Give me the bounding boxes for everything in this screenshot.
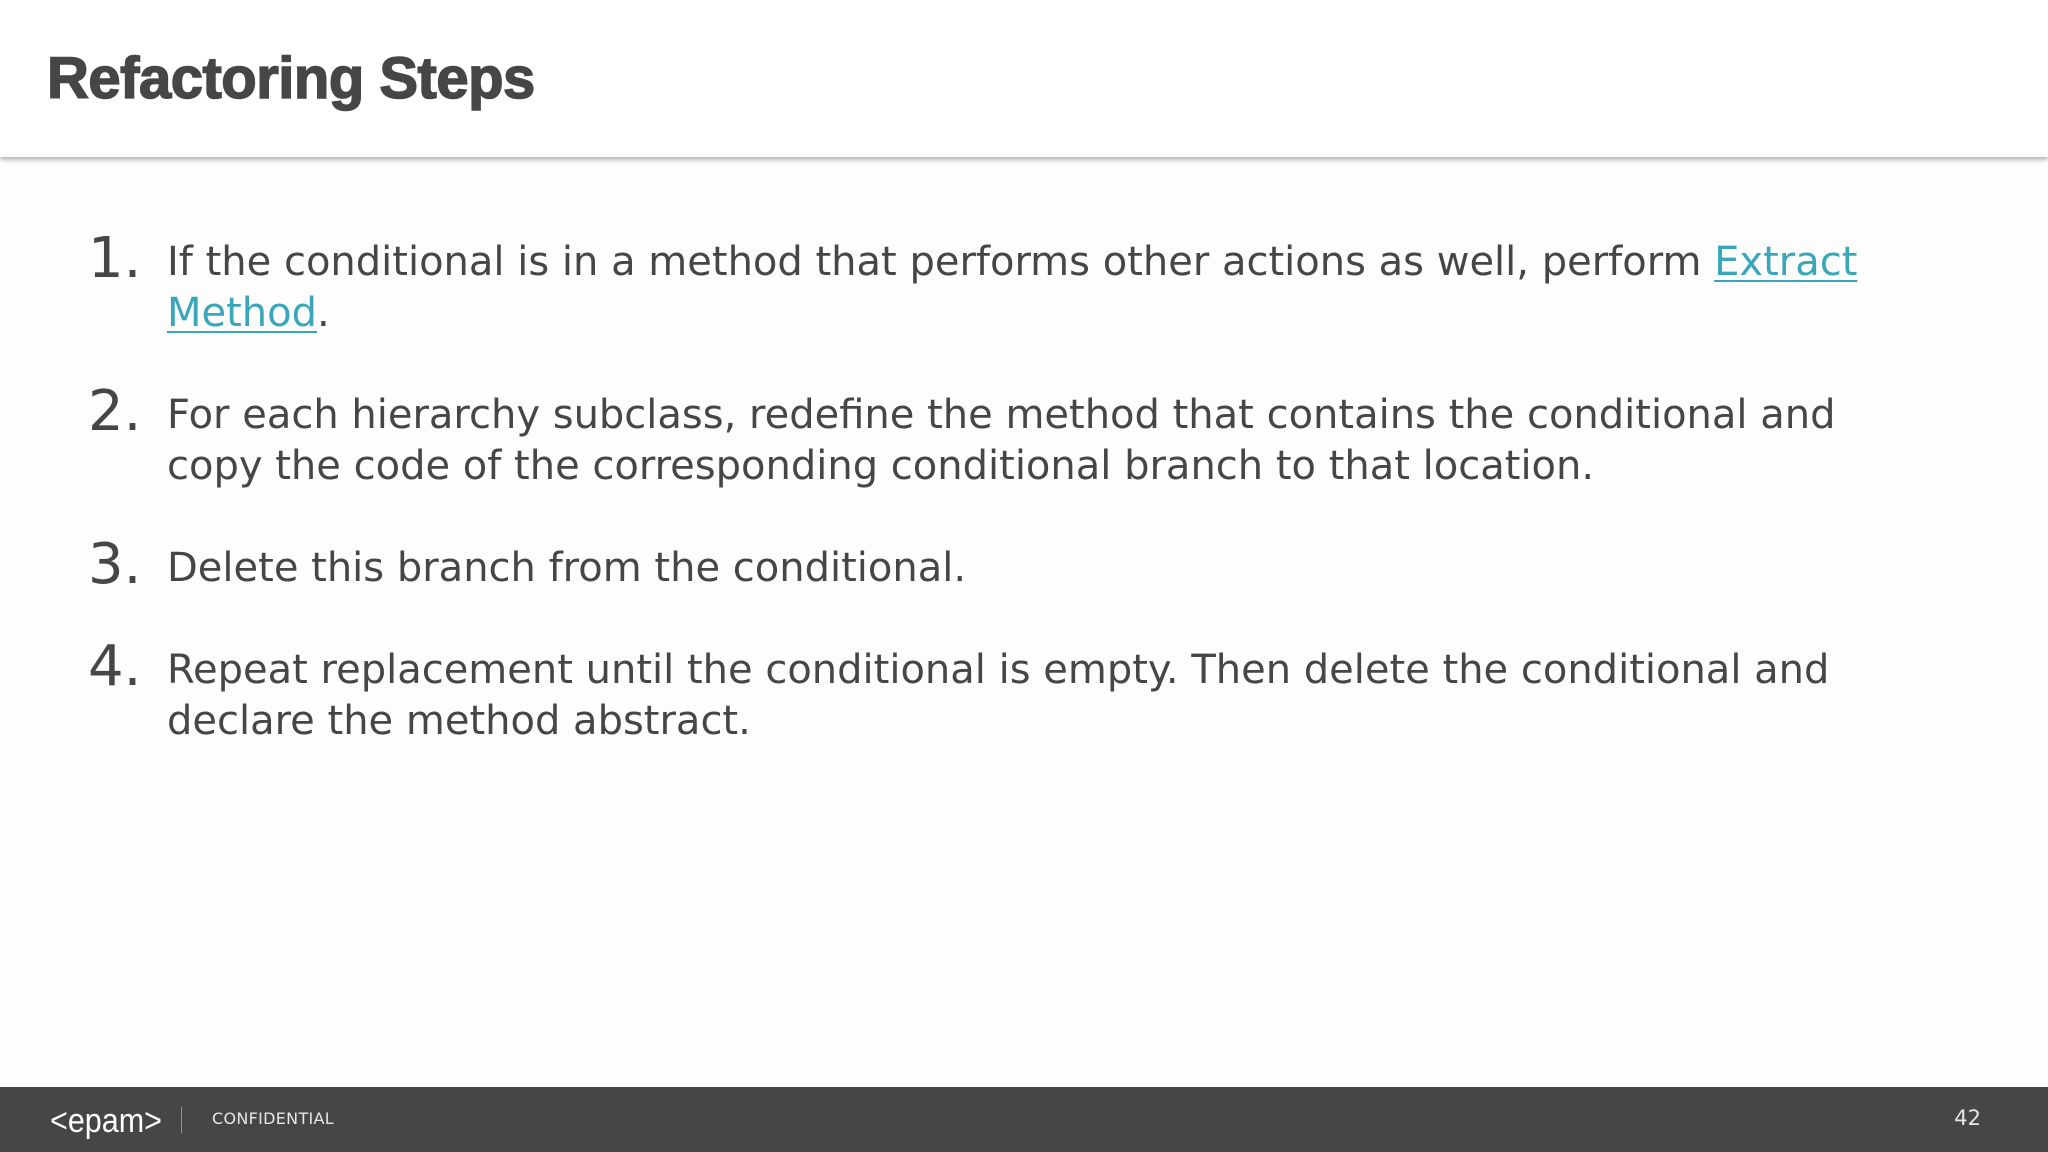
step-text: Delete this branch from the conditional. — [167, 545, 967, 591]
confidential-label: CONFIDENTIAL — [212, 1109, 335, 1128]
footer-divider — [181, 1107, 182, 1133]
step-text: Repeat replacement until the conditional is empty. Then delete the conditional and declare the method abstract. — [167, 647, 1830, 744]
step-text-before-link: If the conditional is in a method that performs other actions as well, perform — [167, 239, 1715, 285]
step-number: 4. — [88, 634, 142, 699]
step-text: For each hierarchy subclass, redefine the method that contains the conditional and copy the code of the corresponding conditional branch to that location. — [167, 392, 1836, 489]
step-item-4 — [88, 634, 1968, 747]
epam-logo — [50, 1101, 162, 1139]
refactoring-steps-list — [88, 226, 1968, 798]
slide-footer — [0, 1087, 2048, 1152]
slide-header — [0, 0, 2048, 157]
step-item-3 — [88, 532, 1968, 597]
step-item-2 — [88, 379, 1968, 492]
step-number: 3. — [88, 532, 142, 597]
epam-logo-text: <epam> — [50, 1102, 162, 1140]
extract-method-link[interactable]: Extract Method — [167, 239, 1858, 336]
page-number: 42 — [1954, 1106, 1981, 1130]
slide-content — [0, 160, 2048, 1086]
step-text — [167, 237, 1968, 339]
step-item-1 — [88, 226, 1968, 339]
step-text-after-link: . — [317, 290, 330, 336]
step-number: 1. — [88, 226, 142, 291]
slide-title: Refactoring Steps — [47, 46, 535, 111]
step-number: 2. — [88, 379, 142, 444]
